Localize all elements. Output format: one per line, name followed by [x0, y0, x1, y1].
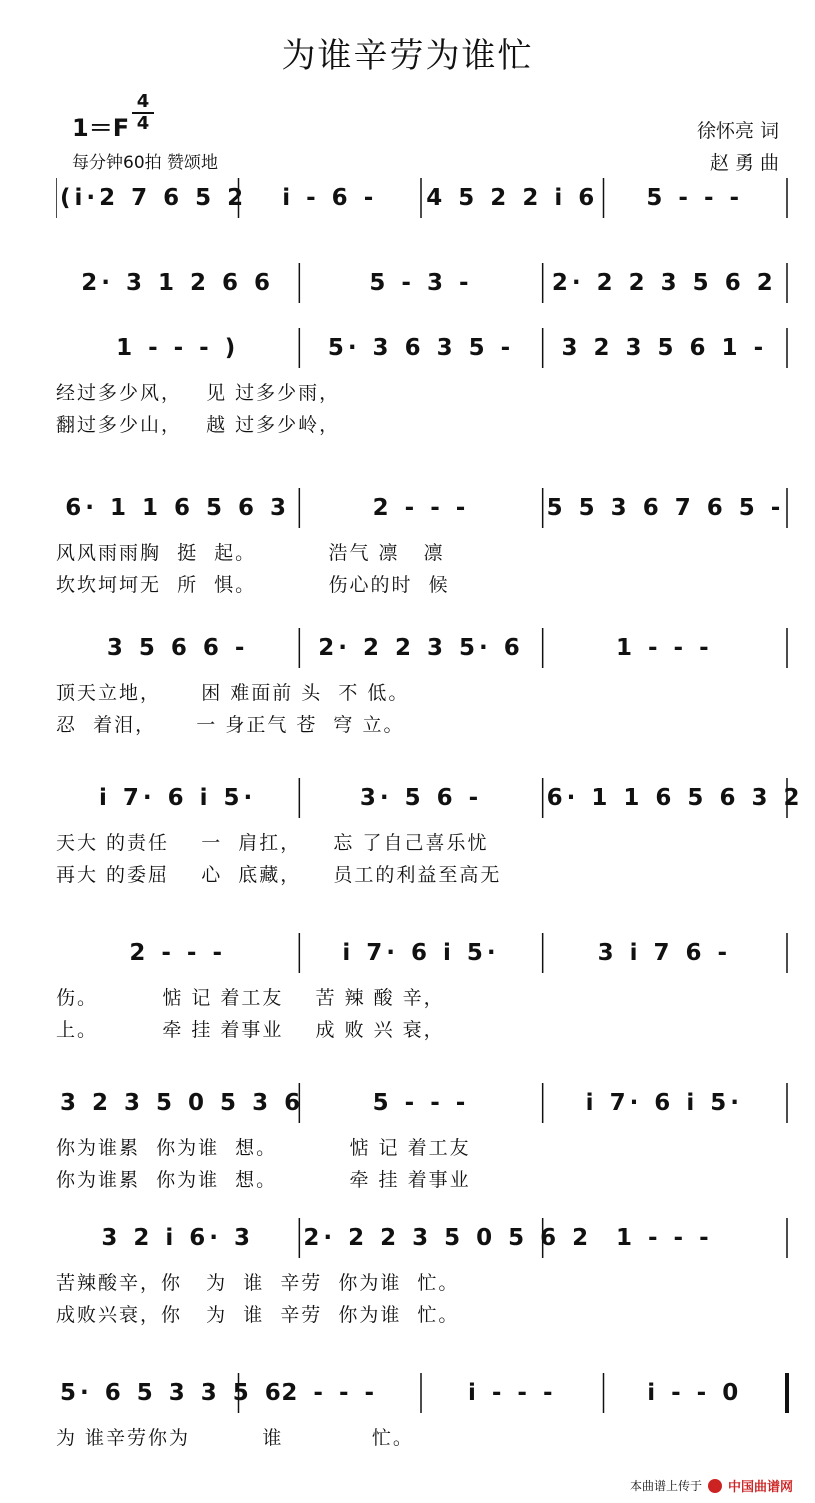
measure: 2· 2 2 3 5 6 2: [551, 270, 777, 296]
measure: 5· 6 5 3 3 5 6: [60, 1380, 285, 1406]
measure: i 7· 6 i 5·: [342, 940, 500, 966]
lyric-line: 上。 牵 挂 着事业 成 败 兴 衰，: [56, 1019, 445, 1041]
measure: 6· 1 1 6 5 6 3 2: [546, 785, 804, 811]
measure: 2 - - -: [372, 495, 470, 521]
measure: i 7· 6 i 5·: [99, 785, 257, 811]
notes-row: [56, 1210, 786, 1266]
notes-row: [56, 170, 786, 226]
time-sig-top: 4: [136, 91, 150, 112]
measure: i - - 0: [647, 1380, 743, 1406]
notes-row: [56, 770, 804, 826]
lyric-line: 坎坎坷坷无 所 惧。 伤心的时 候: [56, 574, 450, 596]
measure: 3 2 i 6· 3: [101, 1225, 254, 1251]
lyric-line: 翻过多少山， 越 过多少岭，: [56, 414, 341, 436]
measure: 2 - - -: [129, 940, 226, 966]
measure: 3 i 7 6 -: [597, 940, 732, 966]
lyric-line: 伤。 惦 记 着工友 苦 辣 酸 辛，: [56, 987, 445, 1009]
lyric-line: 经过多少风， 见 过多少雨，: [56, 382, 341, 404]
measure: 2· 3 1 2 6 6: [81, 270, 275, 296]
lyric-line: 忍 着泪， 一 身正气 苍 穹 立。: [56, 714, 405, 736]
site-logo-icon: [708, 1479, 722, 1493]
notes-row: [56, 620, 786, 676]
measure: 1 - - -: [615, 635, 713, 661]
measure: 3 5 6 6 -: [106, 635, 249, 661]
measure: 5 - 3 -: [369, 270, 473, 296]
lyric-line: 天大 的责任 一 肩扛， 忘 了自己喜乐忧: [56, 832, 489, 854]
composer-credit: 赵 勇 曲: [709, 152, 779, 174]
lyric-line: 风风雨雨胸 挺 起。 浩气 凛 凛: [56, 542, 445, 564]
footer-site-name: 中国曲谱网: [727, 1480, 793, 1495]
measure: 3 2 3 5 6 1 -: [561, 335, 768, 361]
measure: i - - -: [467, 1380, 557, 1406]
lyric-line: 再大 的委屈 心 底藏， 员工的利益至高无: [56, 864, 502, 886]
lyric-line: 你为谁累 你为谁 想。 惦 记 着工友: [56, 1137, 471, 1159]
measure: 6· 1 1 6 5 6 3: [65, 495, 291, 521]
measure: 1 - - -: [615, 1225, 713, 1251]
measure: 2· 2 2 3 5· 6: [318, 635, 524, 661]
lyricist-credit: 徐怀亮 词: [696, 120, 779, 142]
measure: 1 - - - ): [116, 335, 240, 361]
song-title: 为谁辛劳为谁忙: [281, 36, 534, 76]
footer-uploaded-text: 本曲谱上传于: [629, 1479, 702, 1493]
time-signature: [132, 92, 154, 134]
measure: i - 6 -: [282, 185, 378, 211]
notes-row: [56, 255, 786, 311]
measure: 5 - - -: [646, 185, 744, 211]
lyric-line: 你为谁累 你为谁 想。 牵 挂 着事业: [56, 1169, 471, 1191]
lyric-line: 苦辣酸辛，你 为 谁 辛劳 你为谁 忙。: [56, 1272, 460, 1294]
measure: 2 - - -: [281, 1380, 379, 1406]
key-signature: 1＝F: [72, 114, 130, 142]
measure: 5 - - -: [372, 1090, 470, 1116]
tempo-marking: 每分钟60拍 赞颂地: [72, 153, 219, 173]
measure: 2· 2 2 3 5 0 5 6 2: [303, 1225, 593, 1251]
measure: 3· 5 6 -: [359, 785, 483, 811]
notes-row: [56, 320, 786, 376]
measure: 5· 3 6 3 5 -: [327, 335, 515, 361]
footer: [630, 1476, 793, 1495]
notes-row: [56, 925, 786, 981]
time-sig-bottom: 4: [136, 113, 150, 134]
lyric-line: 为 谁辛劳你为 谁 忙。: [56, 1427, 414, 1449]
notes-row: [56, 1075, 786, 1131]
lyric-line: 成败兴衰，你 为 谁 辛劳 你为谁 忙。: [56, 1304, 460, 1326]
notes-row: [56, 1365, 786, 1421]
measure: 4 5 2 2 i 6: [426, 185, 599, 211]
measure: 3 2 3 5 0 5 3 6: [60, 1090, 305, 1116]
measure: i 7· 6 i 5·: [585, 1090, 743, 1116]
measure: (i·2 7 6 5 2: [60, 185, 248, 211]
lyric-line: 顶天立地， 困 难面前 头 不 低。: [56, 682, 410, 704]
notes-row: [56, 480, 786, 536]
measure: 5 5 3 6 7 6 5 -: [546, 495, 785, 521]
